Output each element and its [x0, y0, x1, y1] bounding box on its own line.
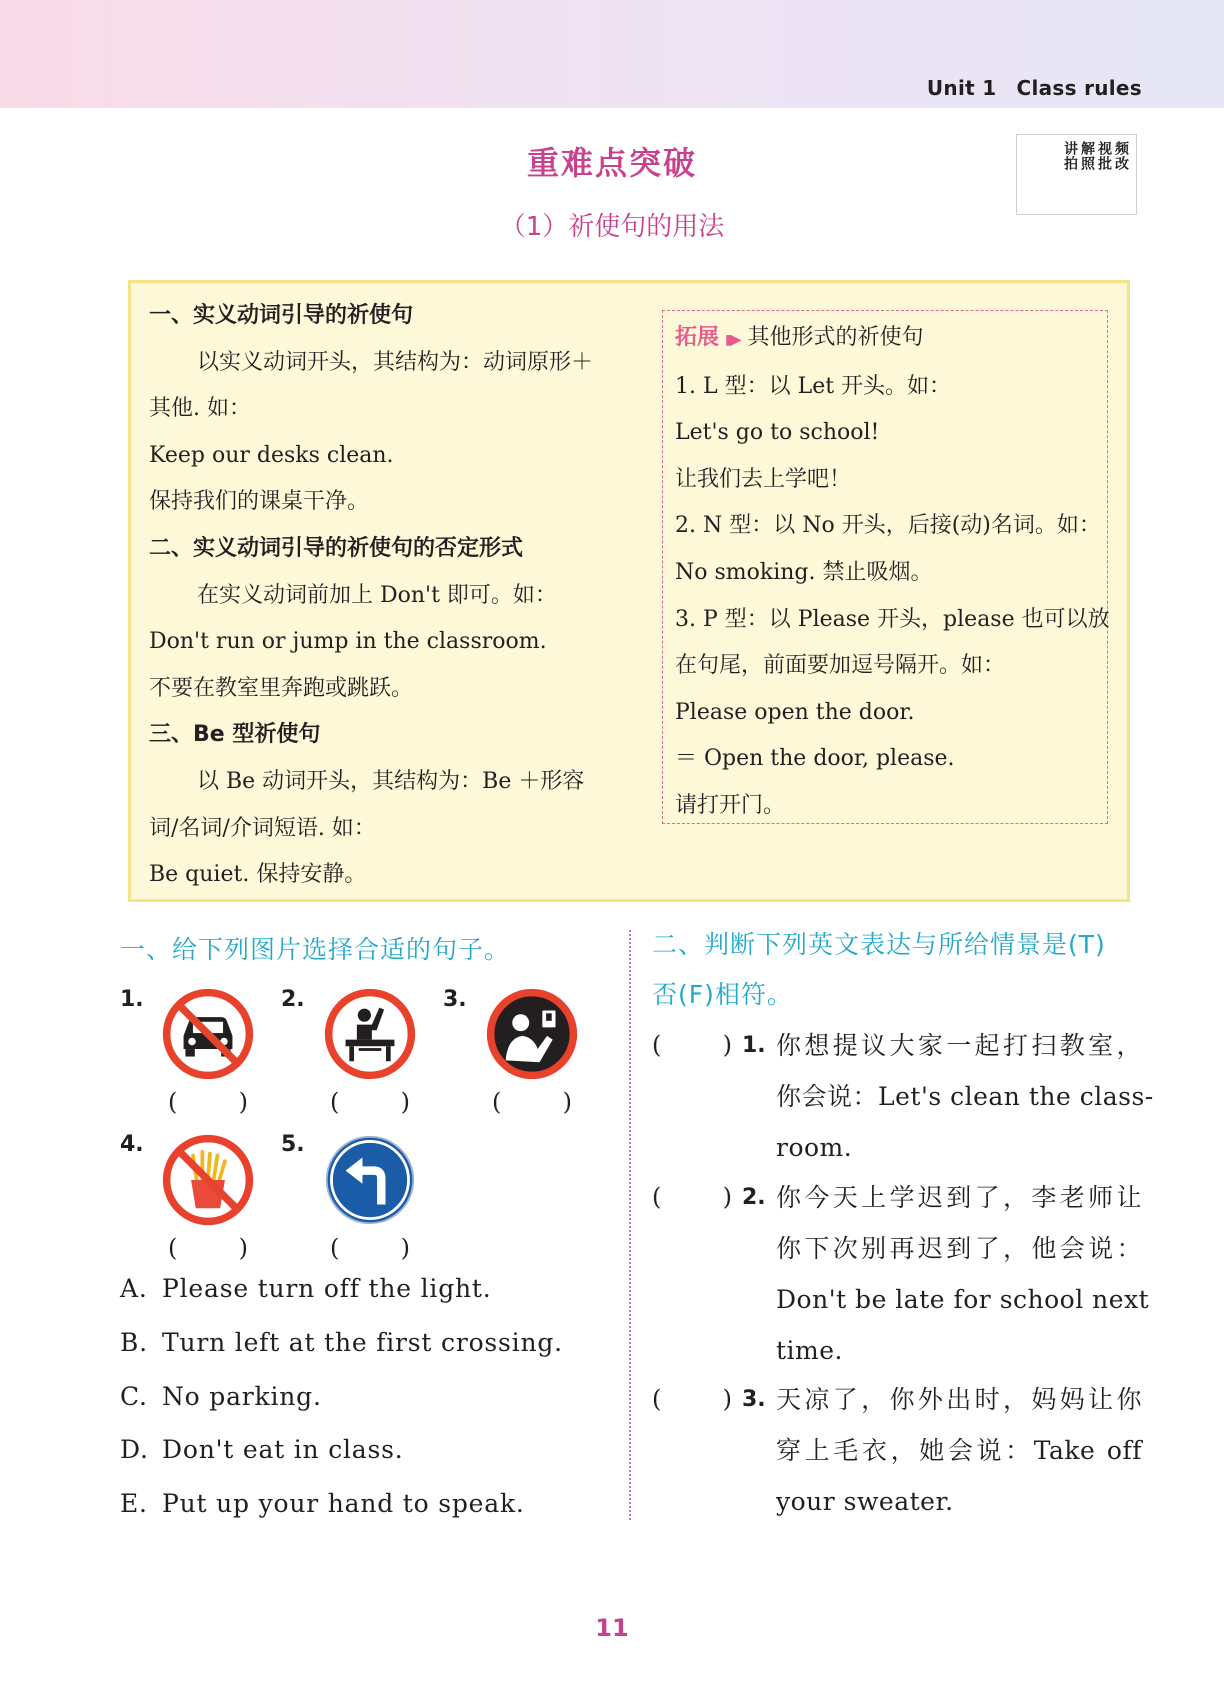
extension-text: Please open the door.: [675, 699, 915, 725]
grammar-text: 以实义动词开头，其结构为：动词原形＋: [197, 349, 594, 375]
answer-blank[interactable]: [168, 1088, 248, 1116]
question-line: 天凉了，你外出时，妈妈让你: [776, 1385, 1142, 1414]
paren-close: ): [400, 1088, 410, 1116]
paren-open: (: [492, 1088, 502, 1116]
paren-close: ): [722, 1385, 732, 1413]
extension-tag: 拓展: [675, 325, 720, 350]
page-number: 11: [595, 1614, 629, 1642]
paren-close: ): [238, 1234, 248, 1262]
paren-close: ): [562, 1088, 572, 1116]
picture-number: 5.: [281, 1132, 305, 1157]
qr-label-col: 频改: [1113, 141, 1129, 171]
answer-blank[interactable]: [492, 1088, 572, 1116]
qr-label-col: 讲拍: [1062, 141, 1078, 171]
extension-box: [662, 310, 1108, 824]
answer-blank[interactable]: [652, 1172, 732, 1223]
option-item: [120, 1328, 563, 1357]
question-line: Don't be late for school next: [776, 1285, 1150, 1314]
qr-label-col: 视批: [1096, 141, 1112, 171]
picture-number: 3.: [443, 987, 467, 1012]
column-divider: [629, 930, 631, 1520]
question-line: 你下次别再迟到了，他会说：: [776, 1234, 1142, 1263]
option-item: [120, 1274, 492, 1303]
grammar-text: 以 Be 动词开头，其结构为：Be ＋形容: [197, 768, 585, 794]
grammar-box: [128, 280, 1130, 902]
exercise-2-heading-line: 否(F)相符。: [652, 980, 793, 1009]
question-line: 你会说：Let's clean the class-: [776, 1082, 1154, 1111]
option-item: [120, 1382, 322, 1411]
question-line: your sweater.: [776, 1487, 954, 1516]
picture-number: 4.: [120, 1132, 144, 1157]
paren-close: ): [722, 1031, 732, 1059]
question-number: 2.: [742, 1185, 766, 1210]
extension-title: 其他形式的祈使句: [747, 325, 924, 350]
paren-open: (: [652, 1031, 662, 1059]
question-line: 你今天上学迟到了，李老师让: [776, 1183, 1142, 1212]
grammar-left-column: [149, 293, 619, 899]
extension-text: 3. P 型：以 Please 开头，please 也可以放: [675, 606, 1110, 632]
answer-blank[interactable]: [330, 1088, 410, 1116]
paren-open: (: [168, 1234, 178, 1262]
grammar-example: Don't run or jump in the classroom.: [149, 629, 547, 655]
no-parking-sign-icon: [161, 987, 255, 1081]
turn-left-sign-icon: [323, 1133, 417, 1227]
extension-text: 在句尾，前面要加逗号隔开。如：: [675, 653, 1006, 679]
question-line: time.: [776, 1336, 843, 1365]
answer-blank[interactable]: [652, 1374, 732, 1425]
section-subtitle: （1）祈使句的用法: [499, 212, 725, 242]
arrow-right-icon: ▮▶: [725, 332, 740, 348]
exercise-2-heading: [652, 920, 1106, 1020]
option-text: No parking.: [162, 1382, 322, 1411]
question-line: room.: [776, 1133, 853, 1162]
paren-open: (: [330, 1234, 340, 1262]
extension-text: No smoking. 禁止吸烟。: [675, 559, 933, 585]
extension-text: 2. N 型：以 No 开头，后接(动)名词。如：: [675, 513, 1101, 539]
paren-open: (: [168, 1088, 178, 1116]
grammar-example: Be quiet. 保持安静。: [149, 862, 367, 888]
light-switch-sign-icon: [485, 987, 579, 1081]
unit-title: Class rules: [1016, 76, 1142, 100]
extension-text: ＝ Open the door, please.: [675, 746, 955, 772]
option-text: Turn left at the first crossing.: [162, 1328, 563, 1357]
picture-number: 2.: [281, 987, 305, 1012]
exercise-2-heading-line: 二、判断下列英文表达与所给情景是(T): [652, 930, 1106, 959]
option-letter: A.: [120, 1274, 148, 1303]
answer-blank[interactable]: [168, 1234, 248, 1262]
answer-blank[interactable]: [330, 1234, 410, 1262]
option-item: [120, 1435, 404, 1464]
exercise-1-heading: 一、给下列图片选择合适的句子。: [120, 935, 511, 964]
raise-hand-sign-icon: [323, 987, 417, 1081]
extension-text: 让我们去上学吧！: [675, 466, 852, 492]
qr-label-col: 解照: [1079, 141, 1095, 171]
extension-text: Let's go to school!: [675, 420, 880, 446]
picture-number: 1.: [120, 987, 144, 1012]
question-line: 你想提议大家一起打扫教室，: [776, 1031, 1142, 1060]
grammar-translation: 保持我们的课桌干净。: [149, 489, 370, 515]
extension-text: 请打开门。: [675, 792, 786, 818]
paren-close: ): [238, 1088, 248, 1116]
question-text: [776, 1374, 1142, 1527]
paren-open: (: [652, 1385, 662, 1413]
grammar-text: 其他. 如：: [149, 396, 251, 422]
option-letter: D.: [120, 1435, 149, 1464]
question-line: 穿上毛衣，她会说：Take off: [776, 1436, 1142, 1465]
unit-label: Unit 1: [926, 76, 997, 100]
extension-title-row: [675, 315, 1095, 364]
question-number: 3.: [742, 1387, 766, 1412]
grammar-translation: 不要在教室里奔跑或跳跃。: [149, 675, 414, 701]
option-letter: E.: [120, 1489, 148, 1518]
extension-text: 1. L 型：以 Let 开头。如：: [675, 373, 952, 399]
question-text: [776, 1020, 1154, 1173]
question-text: [776, 1172, 1150, 1376]
option-item: [120, 1489, 525, 1518]
grammar-heading: 三、Be 型祈使句: [149, 722, 321, 748]
no-eating-sign-icon: [161, 1133, 255, 1227]
option-text: Put up your hand to speak.: [162, 1489, 525, 1518]
paren-open: (: [652, 1183, 662, 1211]
unit-header: [927, 76, 1142, 100]
paren-close: ): [722, 1183, 732, 1211]
grammar-text: 在实义动词前加上 Don't 即可。如：: [197, 582, 557, 608]
grammar-heading: 二、实义动词引导的祈使句的否定形式: [149, 535, 524, 561]
grammar-example: Keep our desks clean.: [149, 442, 394, 468]
grammar-heading: 一、实义动词引导的祈使句: [149, 303, 414, 328]
option-text: Don't eat in class.: [162, 1435, 404, 1464]
question-number: 1.: [742, 1033, 766, 1058]
paren-close: ): [400, 1234, 410, 1262]
option-text: Please turn off the light.: [162, 1274, 492, 1303]
option-letter: C.: [120, 1382, 148, 1411]
page-title: 重难点突破: [526, 144, 697, 182]
paren-open: (: [330, 1088, 340, 1116]
grammar-text: 词/名词/介词短语. 如：: [149, 815, 376, 841]
option-letter: B.: [120, 1328, 148, 1357]
answer-blank[interactable]: [652, 1020, 732, 1071]
